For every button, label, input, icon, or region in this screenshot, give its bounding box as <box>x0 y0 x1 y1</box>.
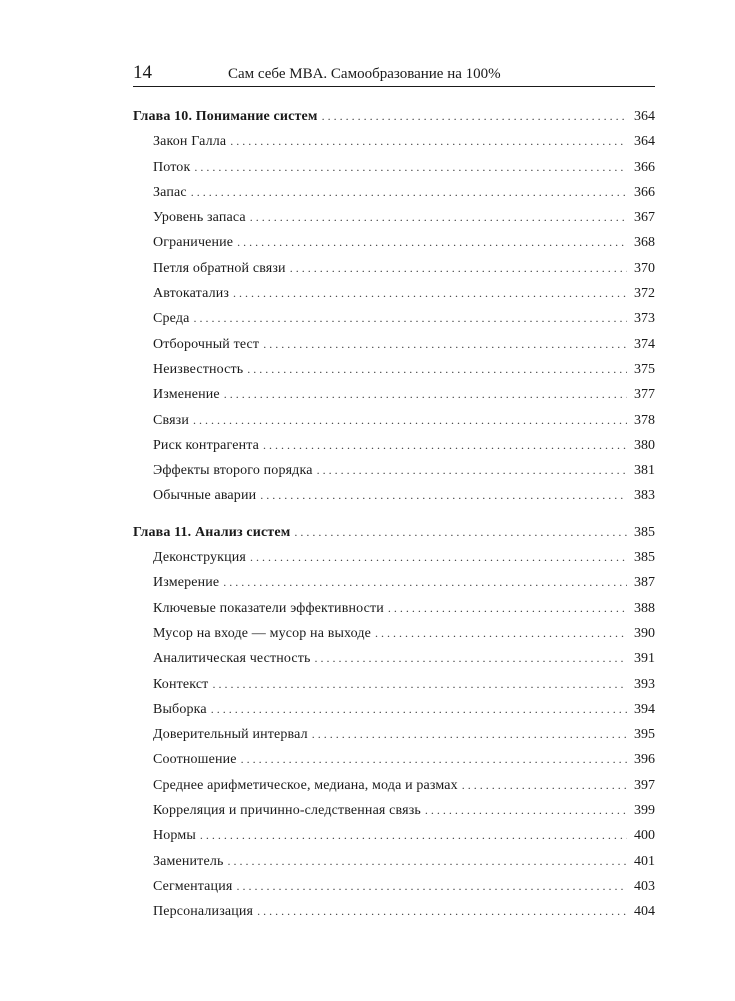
dot-leader <box>236 874 627 899</box>
toc-page-number: 383 <box>634 488 655 504</box>
dot-leader <box>388 596 627 621</box>
toc-chapter-heading[interactable] <box>133 104 655 129</box>
dot-leader <box>233 281 627 306</box>
dot-leader <box>263 433 627 458</box>
dot-leader <box>230 129 627 154</box>
toc-entry[interactable] <box>133 458 655 483</box>
toc-entry[interactable] <box>133 180 655 205</box>
toc-entry[interactable] <box>133 596 655 621</box>
dot-leader <box>191 180 627 205</box>
running-head <box>133 62 655 86</box>
toc-entry-title: Сегментация <box>153 878 233 894</box>
toc-entry-title: Закон Галла <box>153 134 227 150</box>
toc-entry[interactable] <box>133 823 655 848</box>
toc-page-number: 400 <box>634 828 655 844</box>
dot-leader <box>294 520 627 545</box>
toc-page-number: 401 <box>634 853 655 869</box>
toc-page-number: 391 <box>634 651 655 667</box>
toc-entry[interactable] <box>133 306 655 331</box>
dot-leader <box>212 672 627 697</box>
toc-page-number: 364 <box>634 109 655 124</box>
dot-leader <box>223 570 627 595</box>
dot-leader <box>260 483 627 508</box>
toc-entry-title: Контекст <box>153 676 209 692</box>
toc-page-number: 387 <box>634 575 655 591</box>
toc-entry[interactable] <box>133 899 655 924</box>
toc-entry-title: Обычные аварии <box>153 488 257 504</box>
toc-entry-title: Неизвестность <box>153 361 244 377</box>
toc-page-number: 395 <box>634 727 655 743</box>
toc-entry-title: Эффекты второго порядка <box>153 463 313 479</box>
toc-entry-title: Среда <box>153 311 190 327</box>
toc-section <box>133 520 655 925</box>
dot-leader <box>237 230 627 255</box>
toc-entry[interactable] <box>133 382 655 407</box>
toc-page-number: 381 <box>634 463 655 479</box>
toc-entry-title: Ключевые показатели эффективности <box>153 600 384 616</box>
toc-entry-title: Персонализация <box>153 904 254 920</box>
toc-entry[interactable] <box>133 874 655 899</box>
dot-leader <box>241 747 627 772</box>
toc-entry[interactable] <box>133 849 655 874</box>
toc-page-number: 378 <box>634 412 655 428</box>
toc-entry-title: Связи <box>153 412 189 428</box>
table-of-contents <box>133 104 655 925</box>
dot-leader <box>263 332 627 357</box>
header-rule <box>133 86 655 87</box>
toc-entry-title: Отборочный тест <box>153 336 260 352</box>
toc-entry[interactable] <box>133 408 655 433</box>
toc-entry-title: Соотношение <box>153 752 237 768</box>
toc-page-number: 367 <box>634 210 655 226</box>
toc-entry[interactable] <box>133 697 655 722</box>
running-title: Сам себе MBA. Самообразование на 100% <box>228 66 501 82</box>
toc-entry-title: Аналитическая честность <box>153 651 311 667</box>
toc-entry-title: Петля обратной связи <box>153 260 286 276</box>
toc-page-number: 375 <box>634 361 655 377</box>
toc-page-number: 397 <box>634 777 655 793</box>
dot-leader <box>200 823 627 848</box>
toc-entry[interactable] <box>133 621 655 646</box>
toc-entry[interactable] <box>133 129 655 154</box>
toc-entry[interactable] <box>133 672 655 697</box>
toc-page-number: 368 <box>634 235 655 251</box>
dot-leader <box>250 545 627 570</box>
toc-page-number: 366 <box>634 159 655 175</box>
toc-page-number: 385 <box>634 550 655 566</box>
toc-page-number: 374 <box>634 336 655 352</box>
dot-leader <box>425 798 627 823</box>
dot-leader <box>224 382 627 407</box>
toc-page-number: 373 <box>634 311 655 327</box>
dot-leader <box>193 408 627 433</box>
toc-entry[interactable] <box>133 545 655 570</box>
toc-entry-title: Нормы <box>153 828 196 844</box>
dot-leader <box>211 697 627 722</box>
toc-entry[interactable] <box>133 357 655 382</box>
toc-entry-title: Автокатализ <box>153 286 230 302</box>
toc-entry[interactable] <box>133 798 655 823</box>
toc-entry[interactable] <box>133 155 655 180</box>
toc-entry-title: Измерение <box>153 575 220 591</box>
toc-page-number: 364 <box>634 134 655 150</box>
toc-page-number: 377 <box>634 387 655 403</box>
dot-leader <box>250 205 627 230</box>
toc-page-number: 404 <box>634 904 655 920</box>
toc-entry-title: Ограничение <box>153 235 234 251</box>
toc-entry-title: Деконструкция <box>153 550 247 566</box>
toc-entry-title: Доверительный интервал <box>153 727 308 743</box>
toc-page-number: 394 <box>634 701 655 717</box>
toc-page-number: 372 <box>634 286 655 302</box>
dot-leader <box>257 899 627 924</box>
toc-page-number: 399 <box>634 803 655 819</box>
dot-leader <box>375 621 627 646</box>
dot-leader <box>312 722 627 747</box>
toc-section <box>133 104 655 509</box>
toc-chapter-heading[interactable] <box>133 520 655 545</box>
toc-entry[interactable] <box>133 773 655 798</box>
dot-leader <box>193 306 627 331</box>
toc-entry-title: Корреляция и причинно-следственная связь <box>153 803 421 819</box>
toc-entry-title: Среднее арифметическое, медиана, мода и размах <box>153 777 458 793</box>
toc-page-number: 388 <box>634 600 655 616</box>
toc-entry[interactable] <box>133 205 655 230</box>
toc-page-number: 390 <box>634 625 655 641</box>
dot-leader <box>290 256 627 281</box>
page-number: 14 <box>133 62 152 83</box>
toc-page-number: 366 <box>634 184 655 200</box>
toc-entry[interactable] <box>133 332 655 357</box>
toc-page-number: 385 <box>634 524 655 540</box>
toc-entry-title: Поток <box>153 159 191 175</box>
toc-page-number: 380 <box>634 437 655 453</box>
dot-leader <box>462 773 627 798</box>
dot-leader <box>315 646 627 671</box>
toc-entry-title: Риск контрагента <box>153 437 260 453</box>
toc-entry-title: Глава 11. Анализ систем <box>133 524 291 540</box>
toc-entry[interactable] <box>133 256 655 281</box>
toc-entry[interactable] <box>133 747 655 772</box>
toc-entry[interactable] <box>133 483 655 508</box>
toc-entry-title: Мусор на входе — мусор на выходе <box>153 625 372 641</box>
toc-entry-title: Заменитель <box>153 853 224 869</box>
toc-entry[interactable] <box>133 281 655 306</box>
toc-entry-title: Запас <box>153 184 187 200</box>
toc-page-number: 403 <box>634 878 655 894</box>
dot-leader <box>228 849 628 874</box>
toc-entry[interactable] <box>133 722 655 747</box>
toc-entry-title: Глава 10. Понимание систем <box>133 109 318 124</box>
toc-entry-title: Уровень запаса <box>153 210 246 226</box>
dot-leader <box>317 458 627 483</box>
toc-entry[interactable] <box>133 570 655 595</box>
dot-leader <box>322 104 627 129</box>
toc-entry[interactable] <box>133 230 655 255</box>
toc-entry-title: Выборка <box>153 701 207 717</box>
toc-entry[interactable] <box>133 646 655 671</box>
dot-leader <box>194 155 627 180</box>
toc-page-number: 393 <box>634 676 655 692</box>
toc-page-number: 370 <box>634 260 655 276</box>
toc-entry[interactable] <box>133 433 655 458</box>
dot-leader <box>247 357 627 382</box>
toc-entry-title: Изменение <box>153 387 220 403</box>
toc-page-number: 396 <box>634 752 655 768</box>
